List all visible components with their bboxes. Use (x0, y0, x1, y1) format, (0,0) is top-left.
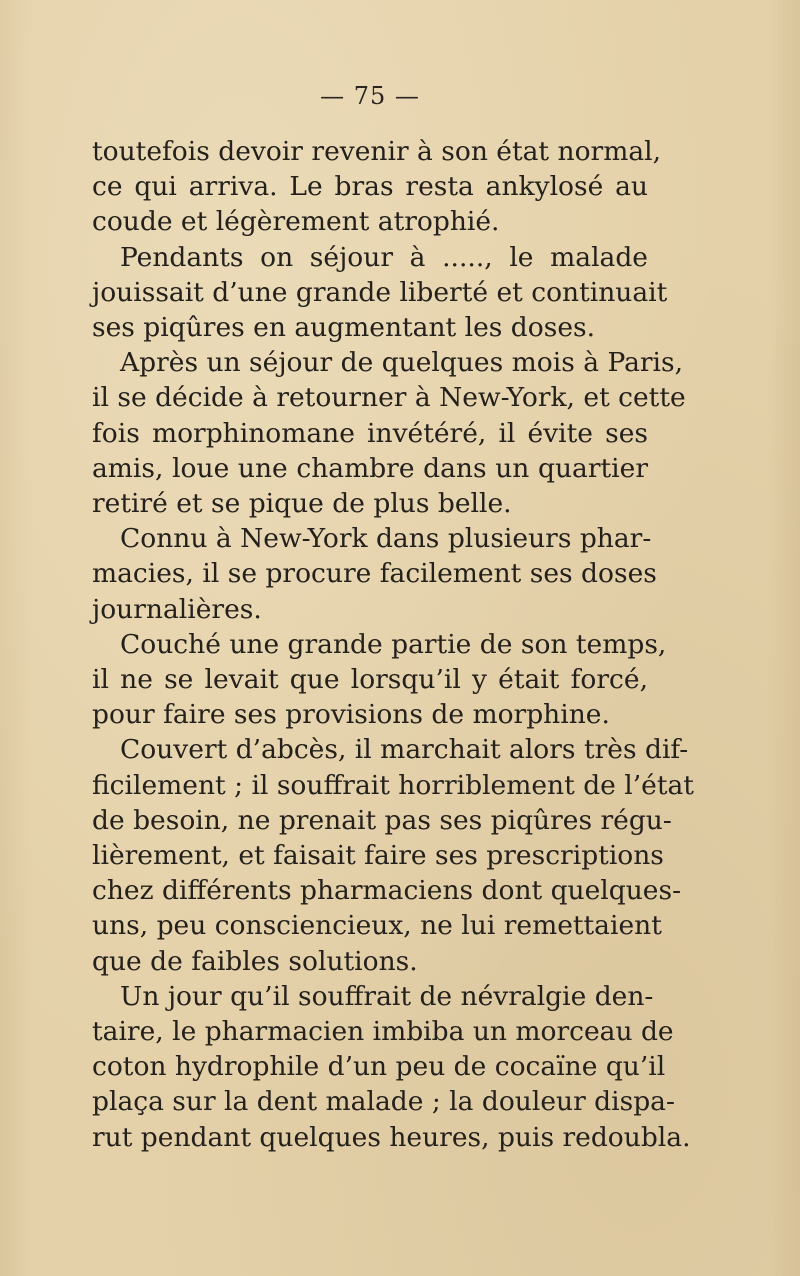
text-line: Connu à New-York dans plusieurs phar- (120, 523, 652, 555)
paragraph (92, 345, 686, 521)
text-line: rut pendant quelques heures, puis redoubla. (92, 1121, 691, 1153)
paragraph (92, 732, 694, 978)
text-line: pour faire ses provisions de morphine. (92, 699, 610, 731)
text-line: coude et légèrement atrophié. (92, 206, 500, 238)
paragraph (92, 134, 662, 240)
text-line: fois morphinomane invétéré, il évite ses (92, 417, 648, 449)
paragraph (92, 627, 667, 733)
text-line: Après un séjour de quelques mois à Paris, (120, 347, 684, 379)
text-line: de besoin, ne prenait pas ses piqûres régu- (92, 804, 672, 836)
text-line: uns, peu consciencieux, ne lui remettaient (92, 910, 662, 942)
text-line: ficilement ; il souffrait horriblement de l’état (92, 769, 694, 801)
text-line: jouissait d’une grande liberté et continuait (92, 276, 668, 308)
body-text (92, 134, 694, 1155)
text-line: Couché une grande partie de son temps, (120, 628, 667, 660)
text-line: il ne se levait que lorsqu’il y était forcé, (92, 664, 648, 696)
text-line: il se décide à retourner à New-York, et cette (92, 382, 686, 414)
paragraph (92, 979, 691, 1155)
text-line: amis, loue une chambre dans un quartier (92, 452, 648, 484)
text-line: plaça sur la dent malade ; la douleur dispa- (92, 1086, 675, 1118)
text-line: ce qui arriva. Le bras resta ankylosé au (92, 171, 648, 203)
page-number: — 75 — (320, 82, 420, 110)
text-line: journalières. (92, 593, 262, 625)
text-line: que de faibles solutions. (92, 945, 418, 977)
text-line: taire, le pharmacien imbiba un morceau de (92, 1016, 674, 1048)
text-line: Couvert d’abcès, il marchait alors très dif- (120, 734, 689, 766)
text-line: retiré et se pique de plus belle. (92, 488, 512, 520)
text-line: coton hydrophile d’un peu de cocaïne qu’il (92, 1051, 666, 1083)
text-line: Pendants on séjour à ....., le malade (120, 241, 648, 273)
paragraph (92, 521, 657, 627)
text-line: macies, il se procure facilement ses doses (92, 558, 657, 590)
paragraph (92, 240, 668, 346)
text-line: Un jour qu’il souffrait de névralgie den- (120, 980, 654, 1012)
text-line: chez différents pharmaciens dont quelques- (92, 875, 682, 907)
text-line: toutefois devoir revenir à son état normal, (92, 136, 662, 167)
text-line: ses piqûres en augmentant les doses. (92, 312, 596, 344)
text-line: lièrement, et faisait faire ses prescriptions (92, 840, 664, 872)
